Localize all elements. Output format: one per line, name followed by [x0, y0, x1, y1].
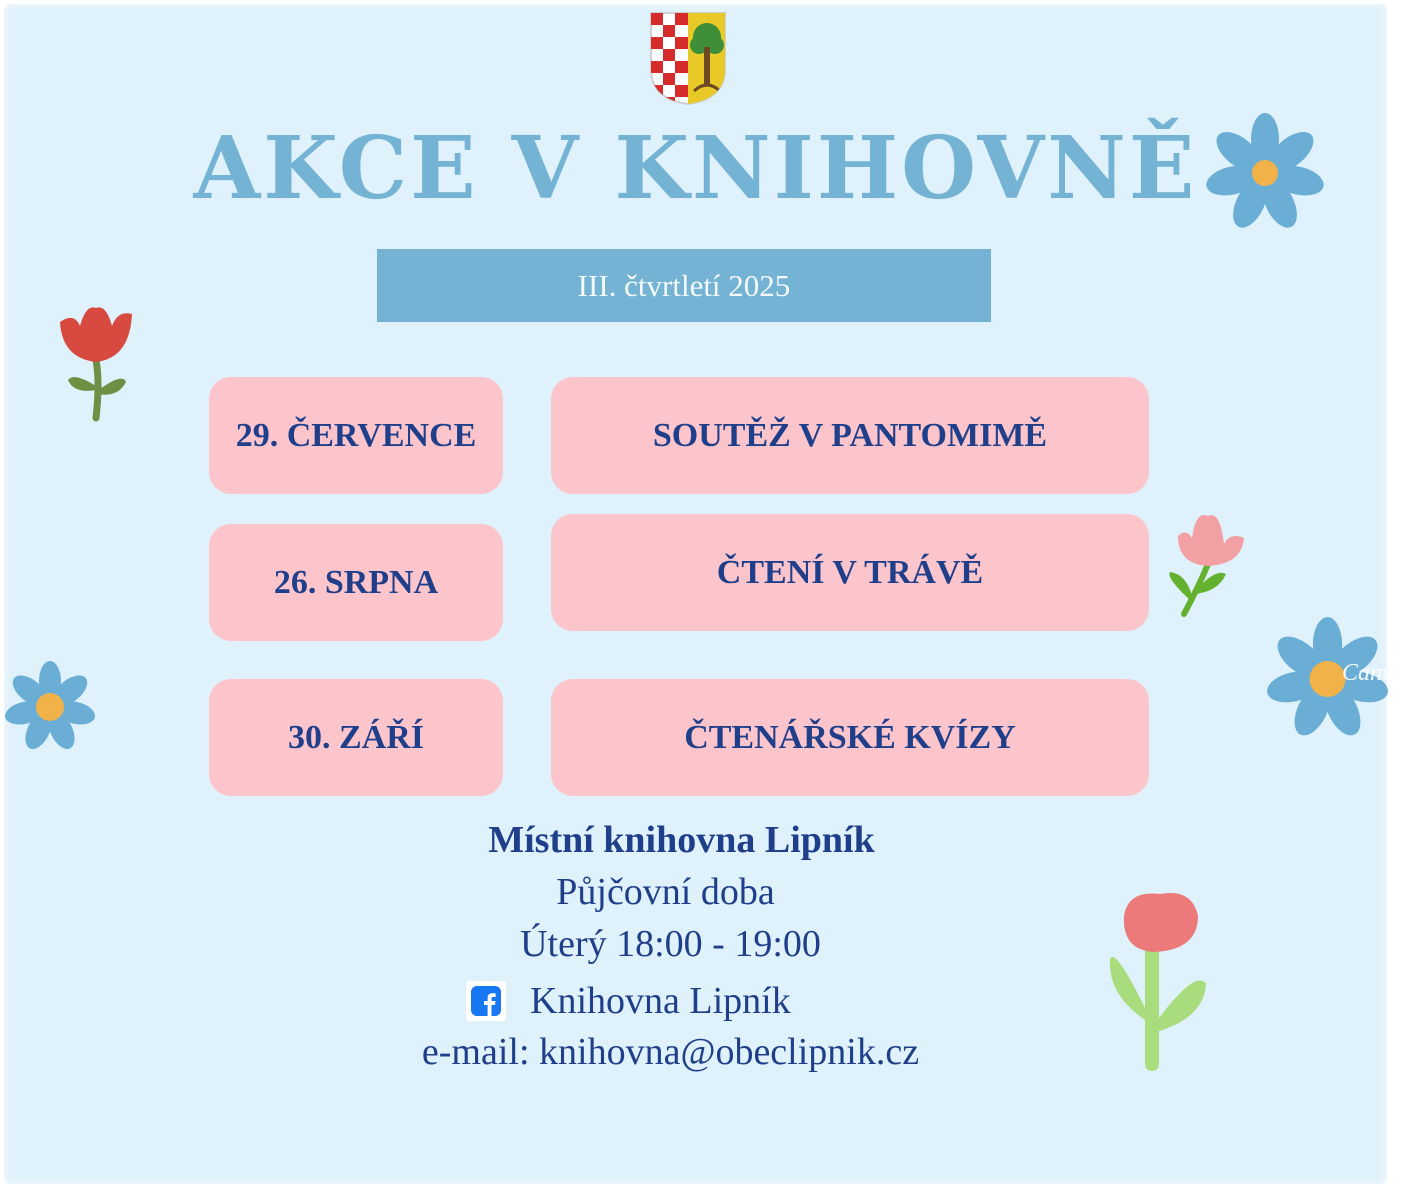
event-date [209, 679, 503, 796]
canva-watermark: Canva [1342, 660, 1405, 686]
event-date [209, 524, 503, 641]
library-name: Místní knihovna Lipník [488, 819, 875, 861]
event-name [551, 377, 1149, 494]
coat-of-arms-icon [649, 11, 727, 106]
quarter-label: III. čtvrtletí 2025 [577, 267, 791, 303]
tulip-icon [56, 302, 136, 422]
event-name-label: ČTENÍ V TRÁVĚ [716, 553, 984, 591]
page-title: AKCE V KNIHOVNĚ [193, 118, 1198, 219]
event-date-label: 29. ČERVENCE [235, 416, 477, 454]
facebook-link[interactable] [466, 978, 791, 1024]
flower-icon [0, 612, 100, 802]
event-name [551, 514, 1149, 631]
flower-icon [1204, 112, 1326, 234]
event-date-label: 26. SRPNA [273, 563, 439, 601]
hours-label: Půjčovní doba [556, 871, 775, 913]
event-date [209, 377, 503, 494]
quarter-banner [377, 249, 991, 322]
event-name-label: ČTENÁŘSKÉ KVÍZY [684, 718, 1016, 756]
event-name [551, 679, 1149, 796]
tulip-icon [1164, 508, 1250, 620]
email-address: e-mail: knihovna@obeclipnik.cz [421, 1031, 920, 1073]
tulip-icon [1106, 888, 1214, 1074]
facebook-page-name: Knihovna Lipník [530, 980, 791, 1022]
facebook-icon [466, 981, 506, 1021]
event-name-label: SOUTĚŽ V PANTOMIMĚ [652, 416, 1048, 454]
opening-hours: Úterý 18:00 - 19:00 [520, 923, 821, 965]
event-date-label: 30. ZÁŘÍ [287, 718, 425, 756]
